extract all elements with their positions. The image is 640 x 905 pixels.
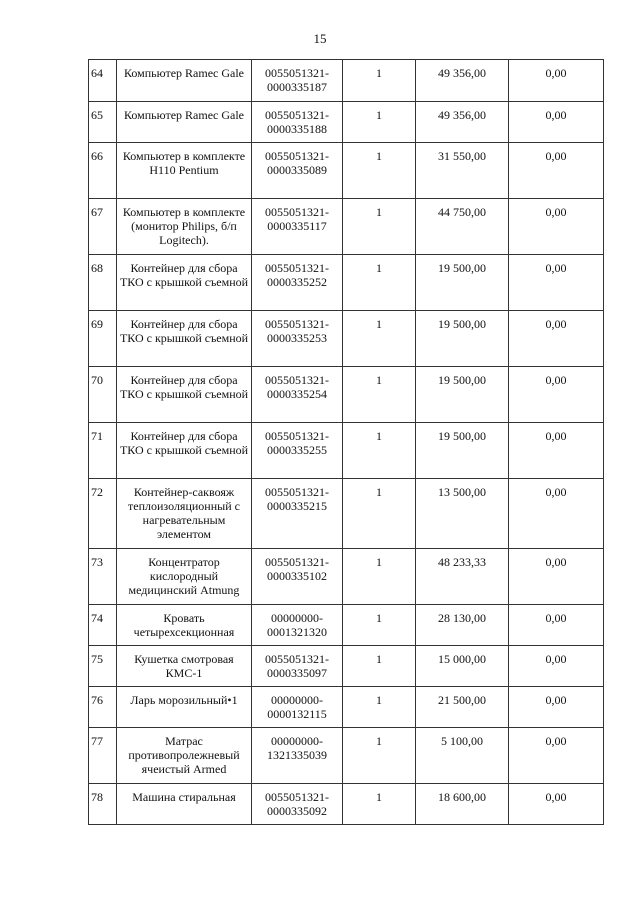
item-cost: 49 356,00 — [416, 102, 509, 143]
item-quantity: 1 — [343, 311, 416, 367]
table-row — [89, 728, 604, 784]
table-row — [89, 199, 604, 255]
item-quantity: 1 — [343, 255, 416, 311]
row-number: 74 — [89, 605, 117, 646]
row-number: 72 — [89, 479, 117, 549]
item-name: Контейнер для сбора ТКО с крышкой съемной — [117, 367, 252, 423]
item-quantity: 1 — [343, 605, 416, 646]
item-cost: 31 550,00 — [416, 143, 509, 199]
row-number: 68 — [89, 255, 117, 311]
item-quantity: 1 — [343, 199, 416, 255]
item-cost: 19 500,00 — [416, 255, 509, 311]
item-cost: 48 233,33 — [416, 549, 509, 605]
item-quantity: 1 — [343, 102, 416, 143]
row-number: 76 — [89, 687, 117, 728]
inventory-number: 0055051321-0000335089 — [252, 143, 343, 199]
item-cost: 49 356,00 — [416, 60, 509, 102]
row-number: 67 — [89, 199, 117, 255]
row-number: 70 — [89, 367, 117, 423]
inventory-number: 0055051321-0000335215 — [252, 479, 343, 549]
item-name: Концентратор кислородный медицинский Atmung — [117, 549, 252, 605]
table-row — [89, 605, 604, 646]
item-name: Контейнер для сбора ТКО с крышкой съемной — [117, 255, 252, 311]
table-row — [89, 687, 604, 728]
residual-value: 0,00 — [509, 549, 604, 605]
inventory-number: 0055051321-0000335187 — [252, 60, 343, 102]
item-quantity: 1 — [343, 143, 416, 199]
item-quantity: 1 — [343, 784, 416, 825]
residual-value: 0,00 — [509, 102, 604, 143]
inventory-number: 00000000-1321335039 — [252, 728, 343, 784]
item-cost: 15 000,00 — [416, 646, 509, 687]
residual-value: 0,00 — [509, 784, 604, 825]
item-name: Ларь морозильный•1 — [117, 687, 252, 728]
item-cost: 13 500,00 — [416, 479, 509, 549]
table-row — [89, 102, 604, 143]
item-name: Компьютер в комплекте (монитор Philips, б/п Logitech). — [117, 199, 252, 255]
inventory-number: 0055051321-0000335253 — [252, 311, 343, 367]
table-row — [89, 646, 604, 687]
residual-value: 0,00 — [509, 311, 604, 367]
item-name: Компьютер Ramec Gale — [117, 60, 252, 102]
row-number: 73 — [89, 549, 117, 605]
item-quantity: 1 — [343, 423, 416, 479]
residual-value: 0,00 — [509, 367, 604, 423]
inventory-number: 0055051321-0000335188 — [252, 102, 343, 143]
item-quantity: 1 — [343, 687, 416, 728]
residual-value: 0,00 — [509, 255, 604, 311]
table-row — [89, 143, 604, 199]
item-cost: 19 500,00 — [416, 367, 509, 423]
item-name: Компьютер в комплекте H110 Pentium — [117, 143, 252, 199]
residual-value: 0,00 — [509, 60, 604, 102]
inventory-number: 0055051321-0000335117 — [252, 199, 343, 255]
table-row — [89, 423, 604, 479]
inventory-number: 00000000-0001321320 — [252, 605, 343, 646]
item-name: Кушетка смотровая КМС-1 — [117, 646, 252, 687]
inventory-number: 0055051321-0000335254 — [252, 367, 343, 423]
table-row — [89, 367, 604, 423]
row-number: 75 — [89, 646, 117, 687]
item-name: Компьютер Ramec Gale — [117, 102, 252, 143]
row-number: 71 — [89, 423, 117, 479]
inventory-number: 0055051321-0000335102 — [252, 549, 343, 605]
inventory-number: 0055051321-0000335255 — [252, 423, 343, 479]
item-cost: 19 500,00 — [416, 311, 509, 367]
item-quantity: 1 — [343, 549, 416, 605]
item-name: Матрас противопролежневый ячеистый Armed — [117, 728, 252, 784]
row-number: 64 — [89, 60, 117, 102]
table-row — [89, 784, 604, 825]
item-name: Контейнер для сбора ТКО с крышкой съемной — [117, 423, 252, 479]
item-name: Машина стиральная — [117, 784, 252, 825]
residual-value: 0,00 — [509, 605, 604, 646]
item-quantity: 1 — [343, 479, 416, 549]
inventory-number: 00000000-0000132115 — [252, 687, 343, 728]
row-number: 66 — [89, 143, 117, 199]
table-row — [89, 60, 604, 102]
table-row — [89, 255, 604, 311]
inventory-number: 0055051321-0000335097 — [252, 646, 343, 687]
row-number: 77 — [89, 728, 117, 784]
inventory-number: 0055051321-0000335092 — [252, 784, 343, 825]
item-quantity: 1 — [343, 728, 416, 784]
residual-value: 0,00 — [509, 728, 604, 784]
residual-value: 0,00 — [509, 423, 604, 479]
residual-value: 0,00 — [509, 199, 604, 255]
row-number: 78 — [89, 784, 117, 825]
table-row — [89, 549, 604, 605]
residual-value: 0,00 — [509, 479, 604, 549]
table-row — [89, 479, 604, 549]
item-quantity: 1 — [343, 367, 416, 423]
item-cost: 18 600,00 — [416, 784, 509, 825]
item-name: Контейнер для сбора ТКО с крышкой съемной — [117, 311, 252, 367]
residual-value: 0,00 — [509, 143, 604, 199]
item-quantity: 1 — [343, 646, 416, 687]
residual-value: 0,00 — [509, 687, 604, 728]
inventory-number: 0055051321-0000335252 — [252, 255, 343, 311]
row-number: 69 — [89, 311, 117, 367]
item-cost: 5 100,00 — [416, 728, 509, 784]
row-number: 65 — [89, 102, 117, 143]
item-name: Кровать четырехсекционная — [117, 605, 252, 646]
item-cost: 44 750,00 — [416, 199, 509, 255]
residual-value: 0,00 — [509, 646, 604, 687]
item-quantity: 1 — [343, 60, 416, 102]
item-cost: 21 500,00 — [416, 687, 509, 728]
inventory-table-body — [89, 60, 604, 825]
page-number: 15 — [313, 31, 327, 46]
table-row — [89, 311, 604, 367]
item-cost: 19 500,00 — [416, 423, 509, 479]
inventory-table — [88, 59, 604, 825]
item-name: Контейнер-саквояж теплоизоляционный с нагревательным элементом — [117, 479, 252, 549]
item-cost: 28 130,00 — [416, 605, 509, 646]
